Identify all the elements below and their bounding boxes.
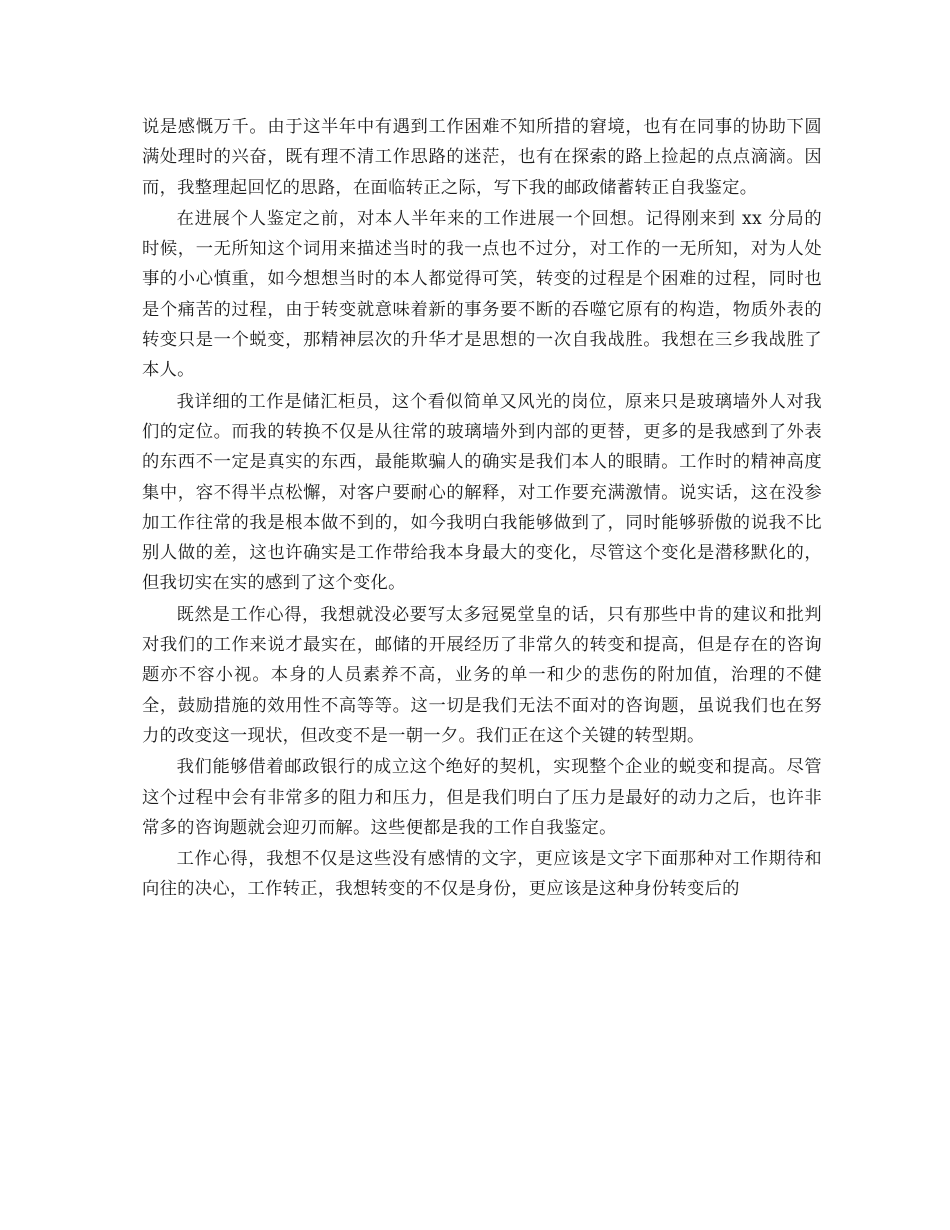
- document-body: [142, 112, 822, 905]
- paragraph-5: 我们能够借着邮政银行的成立这个绝好的契机，实现整个企业的蜕变和提高。尽管这个过程中会有非常多的阻力和压力，但是我们明白了压力是最好的动力之后，也许非常多的咨询题就会迎刃而解。这些便都是我的工作自我鉴定。: [142, 757, 822, 838]
- paragraph-2: 在进展个人鉴定之前，对本人半年来的工作进展一个回想。记得刚来到 xx 分局的时候，一无所知这个词用来描述当时的我一点也不过分，对工作的一无所知，对为人处事的小心慎重，如今想想当时的本人都觉得可笑，转变的过程是个困难的过程，同时也是个痛苦的过程，由于转变就意味着新的事务要不断的吞噬它原有的构造，物质外表的转变只是一个蜕变，那精神层次的升华才是思想的一次自我战胜。我想在三乡我战胜了本人。: [142, 208, 822, 381]
- paragraph-4: 既然是工作心得，我想就没必要写太多冠冕堂皇的话，只有那些中肯的建议和批判对我们的工作来说才最实在，邮储的开展经历了非常久的转变和提高，但是存在的咨询题亦不容小视。本身的人员素养不高，业务的单一和少的悲伤的附加值，治理的不健全，鼓励措施的效用性不高等等。这一切是我们无法不面对的咨询题，虽说我们也在努力的改变这一现状，但改变不是一朝一夕。我们正在这个关键的转型期。: [142, 604, 822, 746]
- paragraph-6: 工作心得，我想不仅是这些没有感情的文字，更应该是文字下面那种对工作期待和向往的决心，工作转正，我想转变的不仅是身份，更应该是这种身份转变后的: [142, 849, 822, 900]
- paragraph-3: 我详细的工作是储汇柜员，这个看似简单又风光的岗位，原来只是玻璃墙外人对我们的定位。而我的转换不仅是从往常的玻璃墙外到内部的更替，更多的是我感到了外表的东西不一定是真实的东西，最能欺骗人的确实是我们本人的眼睛。工作时的精神高度集中，容不得半点松懈，对客户要耐心的解释，对工作要充满激情。说实话，这在没参加工作往常的我是根本做不到的，如今我明白我能够做到了，同时能够骄傲的说我不比别人做的差，这也许确实是工作带给我本身最大的变化，尽管这个变化是潜移默化的，但我切实在实的感到了这个变化。: [142, 391, 822, 594]
- paragraph-1: 说是感慨万千。由于这半年中有遇到工作困难不知所措的窘境，也有在同事的协助下圆满处理时的兴奋，既有理不清工作思路的迷茫，也有在探索的路上捡起的点点滴滴。因而，我整理起回忆的思路，在面临转正之际，写下我的邮政储蓄转正自我鉴定。: [142, 117, 822, 198]
